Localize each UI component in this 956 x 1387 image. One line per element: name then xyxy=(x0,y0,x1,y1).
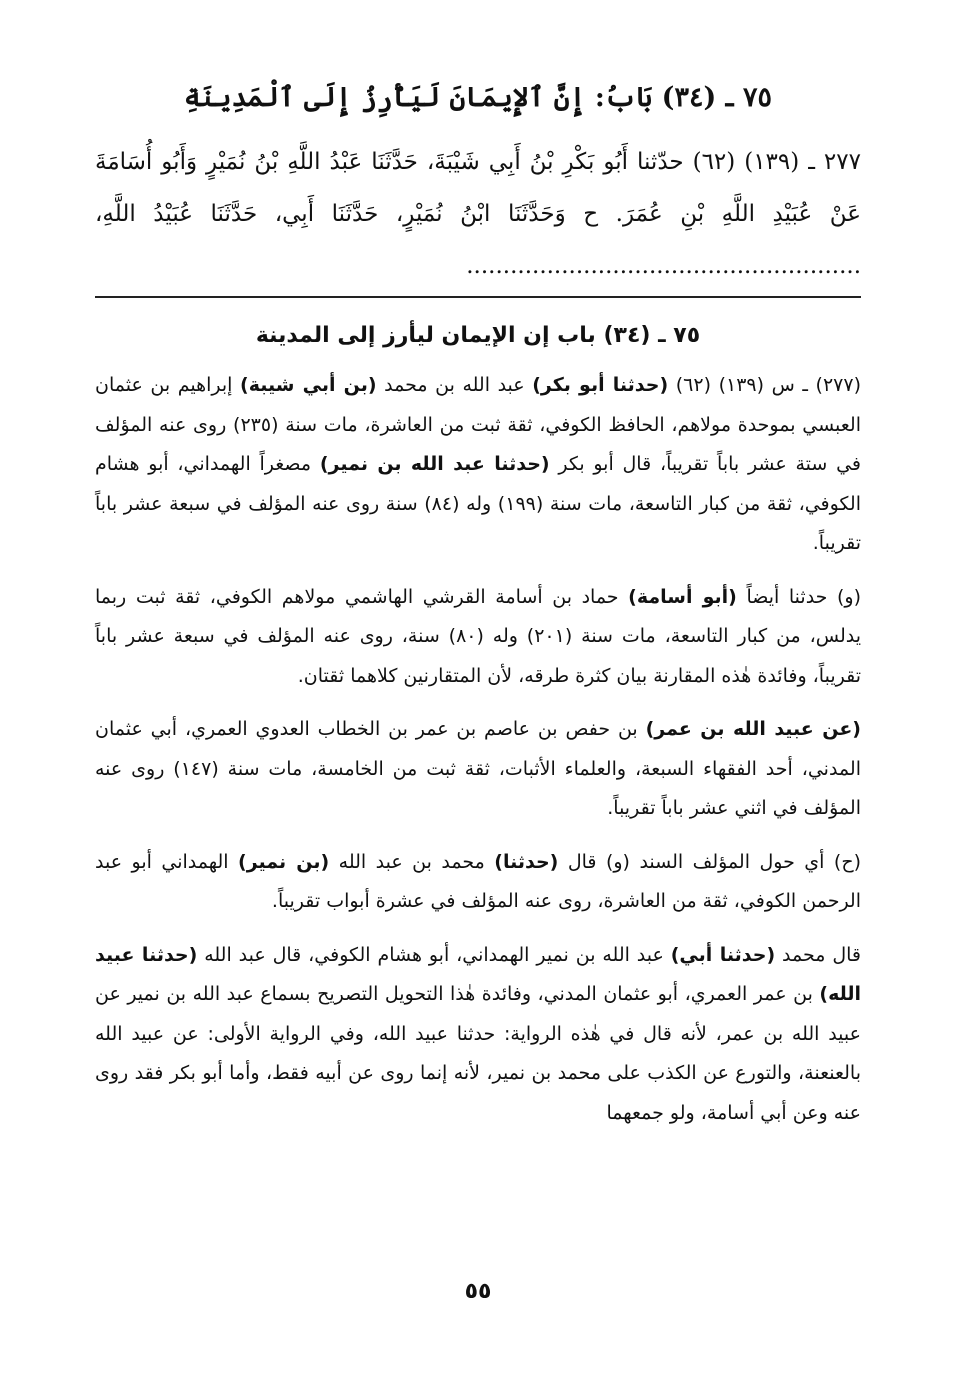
paragraph-text: إبراهيم بن عثمان العبسي بموحدة مولاهم، الحافظ الكوفي، ثقة ثبت من العاشرة، مات سنة (٢٣٥) روى عنه المؤلف في ستة عشر باباً تقريباً، قال أبو بكر xyxy=(95,374,862,475)
commentary xyxy=(95,366,861,1147)
hadith-text-dots: ...................................................... xyxy=(466,253,861,279)
paragraph-text: (و) حدثنا أيضاً xyxy=(736,585,861,608)
commentary-chapter-title: ٧٥ ـ (٣٤) باب إن الإيمان ليأرز إلى المدينة xyxy=(255,323,701,348)
narrator-highlight: (أبو أسامة) xyxy=(628,585,737,608)
narrator-highlight: (بن نمير) xyxy=(238,850,330,873)
narrator-highlight: (حدثنا) xyxy=(494,850,559,873)
commentary-paragraph-1 xyxy=(95,366,861,564)
narrator-highlight: (بن أبي شيبة) xyxy=(240,374,377,396)
paragraph-text: عبد الله بن محمد xyxy=(376,374,533,396)
section-divider xyxy=(95,296,861,298)
narrator-highlight: (حدثنا عبد الله بن نمير) xyxy=(319,453,550,475)
hadith-text-body: ٢٧٧ ـ (١٣٩) (٦٢) حدّثنا أَبُو بَكْرِ بْنُ أَبِي شَيْبَةَ، حَدَّثَنَا عَبْدُ اللَّهِ بْنُ نُمَيْرٍ وَأَبُو أُسَامَةَ عَنْ عُبَيْدِ اللَّهِ بْنِ عُمَرَ. ح وَحَدَّثَنَا ابْنُ نُمَيْرٍ، حَدَّثَنَا أَبِي، حَدَّثَنَا عُبَيْدُ اللَّهِ، xyxy=(95,149,861,227)
paragraph-text: عبد الله بن نمير الهمداني، أبو هشام الكوفي، قال عبد الله xyxy=(197,943,671,966)
paragraph-text: الهمداني أبو عبد الرحمن الكوفي، ثقة من العاشرة، روى عنه المؤلف في عشرة أبواب تقريباً. xyxy=(95,850,861,912)
paragraph-text: (٢٧٧) ـ س (١٣٩) (٦٢) xyxy=(668,374,862,396)
paragraph-text: (ح) أي حول المؤلف السند (و) قال xyxy=(558,850,862,873)
paragraph-text: قال محمد xyxy=(775,943,862,966)
commentary-paragraph-2 xyxy=(95,578,861,697)
hadith-chapter-title: ٧٥ ـ (٣٤) بَابُ: إِنَّ ٱلإِيمَانَ لَيَأْرِزُ إِلَى ٱلْمَدِينَةِ xyxy=(183,82,772,113)
document-page xyxy=(95,0,861,1387)
paragraph-text: مصغراً الهمداني، أبو هشام الكوفي، ثقة من كبار التاسعة، مات سنة (١٩٩) وله (٨٤) سنة روى عنه المؤلف في سبعة عشر باباً تقريباً. xyxy=(95,453,861,554)
paragraph-text: بن حفص بن عاصم بن عمر بن الخطاب العدوي العمري، أبي عثمان المدني، أحد الفقهاء السبعة، والعلماء الأثبات، ثقة ثبت من الخامسة، مات سنة (١٤٧) روى عنه المؤلف في اثني عشر باباً تقريباً. xyxy=(95,718,861,819)
paragraph-text: محمد بن عبد الله xyxy=(329,850,495,873)
hadith-text xyxy=(95,136,861,292)
commentary-paragraph-4 xyxy=(95,843,861,922)
narrator-highlight: (حدثنا عبيد الله) xyxy=(95,943,861,1005)
paragraph-text: حماد بن أسامة القرشي الهاشمي مولاهم الكوفي، ثقة ثبت ربما يدلس، من كبار التاسعة، مات سنة (٢٠١) وله (٨٠) سنة، روى عنه المؤلف في سبعة عشر باباً تقريباً، وفائدة هٰذه المقارنة بيان كثرة طرقه، لأن المتقارنين كلاهما ثقتان. xyxy=(95,585,861,687)
commentary-paragraph-5 xyxy=(95,936,861,1134)
commentary-paragraph-3 xyxy=(95,710,861,829)
page-number: ٥٥ xyxy=(464,1279,492,1304)
narrator-highlight: (حدثنا أبو بكر) xyxy=(532,374,669,396)
narrator-highlight: (حدثنا أبي) xyxy=(670,943,776,966)
paragraph-text: بن عمر العمري، أبو عثمان المدني، وفائدة هٰذا التحويل التصريح بسماع عبد الله بن نمير عن عبيد الله بن عمر، لأنه قال في هٰذه الرواية: حدثنا عبيد الله، وفي الرواية الأولى: عن عبيد الله بالعنعنة، والتورع عن الكذب على محمد بن نمير، لأنه إنما روى عن أبيه فقط، وأما أبو بكر فقد روى عنه وعن أبي أسامة، ولو جمعهما xyxy=(95,983,861,1124)
narrator-highlight: (عن عبيد الله بن عمر) xyxy=(645,718,861,740)
